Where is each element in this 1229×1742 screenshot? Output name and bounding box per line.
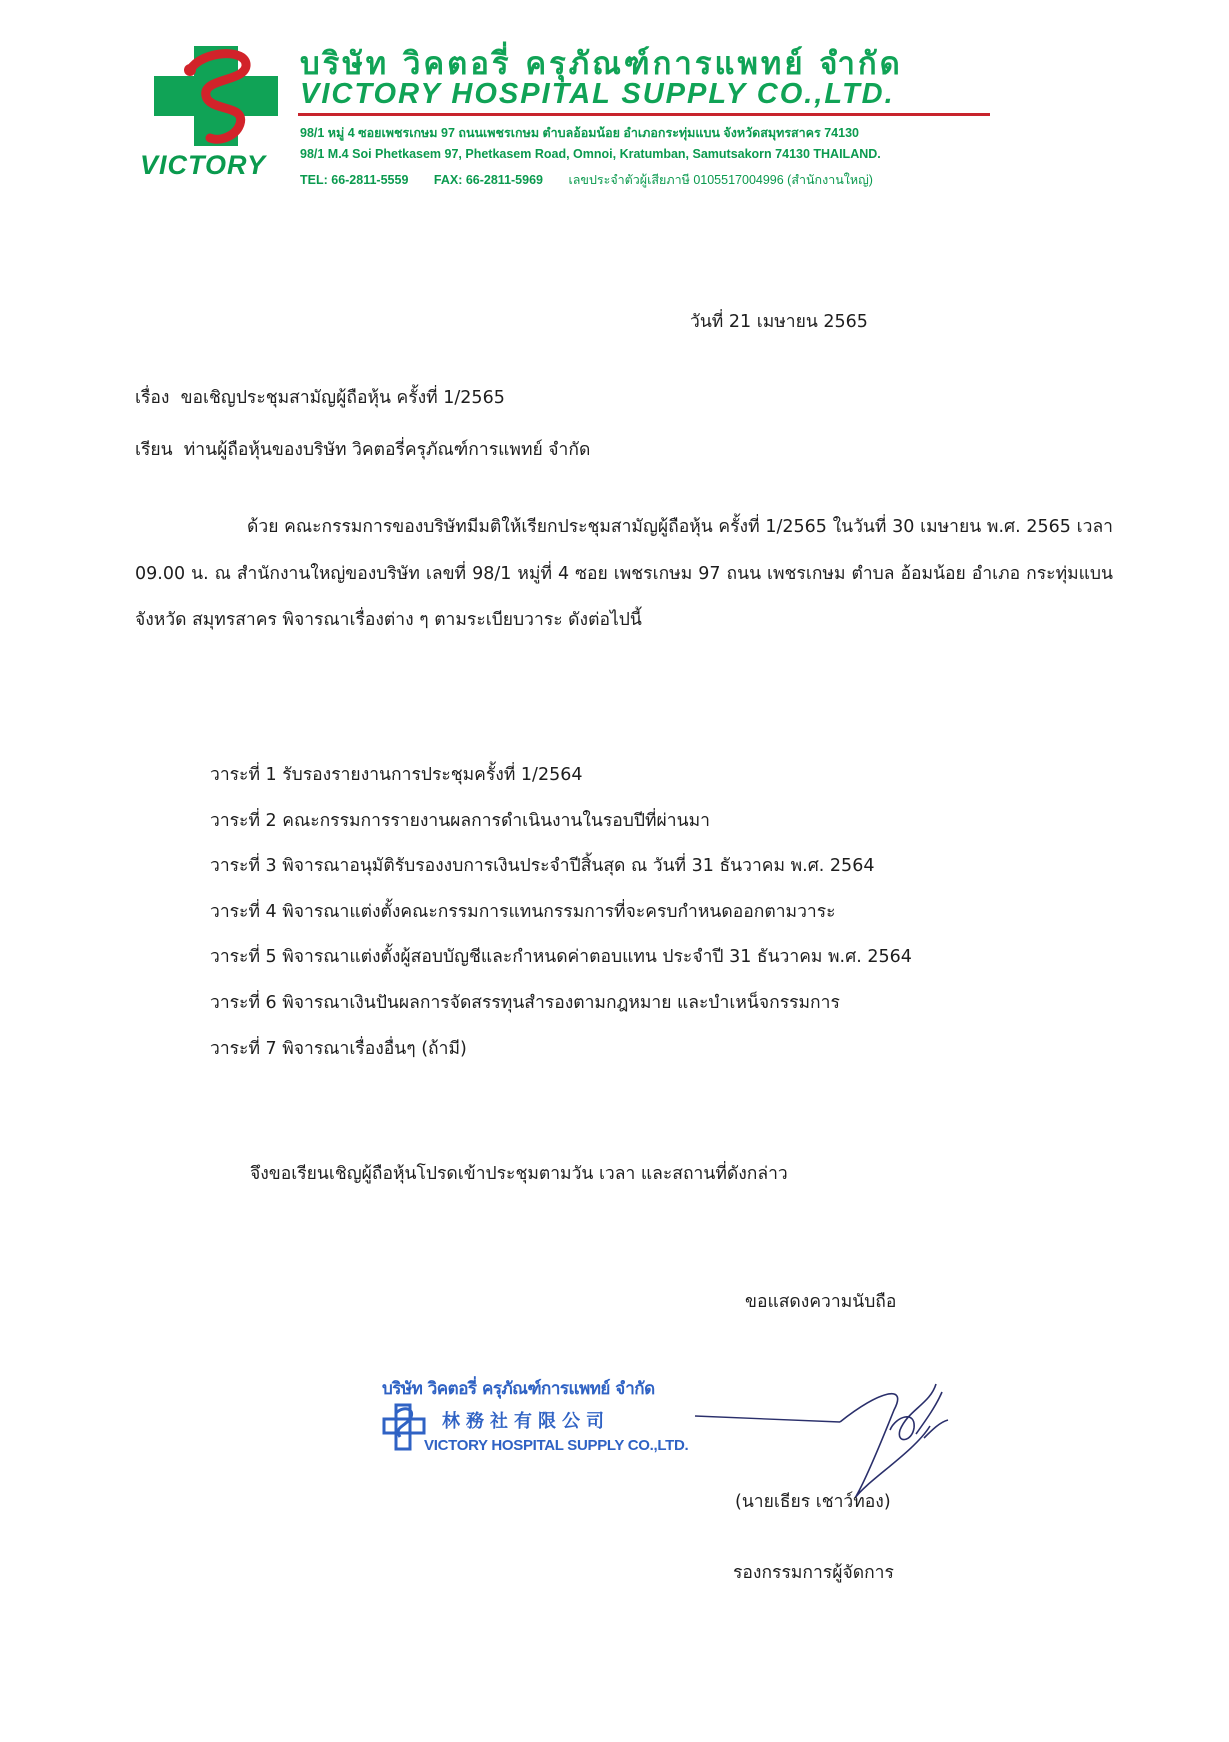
stamp-logo-icon bbox=[382, 1403, 426, 1451]
agenda-item: วาระที่ 2 คณะกรรมการรายงานผลการดำเนินงานในรอบปีที่ผ่านมา bbox=[210, 810, 710, 831]
agenda-item: วาระที่ 7 พิจารณาเรื่องอื่นๆ (ถ้ามี) bbox=[210, 1038, 467, 1059]
letterhead-divider bbox=[298, 113, 990, 116]
company-logo-icon bbox=[150, 42, 290, 152]
agenda-item: วาระที่ 5 พิจารณาแต่งตั้งผู้สอบบัญชีและกำหนดค่าตอบแทน ประจำปี 31 ธันวาคม พ.ศ. 2564 bbox=[210, 947, 912, 968]
signer-name: (นายเธียร เชาว์ทอง) bbox=[735, 1492, 891, 1512]
subject-text: ขอเชิญประชุมสามัญผู้ถือหุ้น ครั้งที่ 1/2565 bbox=[180, 388, 505, 408]
address-english: 98/1 M.4 Soi Phetkasem 97, Phetkasem Road, Omnoi, Kratumban, Samutsakorn 74130 THAILAND. bbox=[300, 147, 881, 161]
stamp-line-chinese: 林務社有限公司 bbox=[442, 1411, 610, 1432]
telephone: TEL: 66-2811-5559 bbox=[300, 173, 409, 187]
salutation-label: เรียน bbox=[135, 440, 173, 460]
stamp-line-thai: บริษัท วิคตอรี่ ครุภัณฑ์การแพทย์ จำกัด bbox=[382, 1379, 655, 1399]
company-name-thai: บริษัท วิคตอรี่ ครุภัณฑ์การแพทย์ จำกัด bbox=[300, 46, 903, 82]
contact-line bbox=[300, 170, 895, 190]
agenda-list bbox=[210, 761, 912, 1080]
subject-line bbox=[135, 383, 505, 411]
stamp-line-english: VICTORY HOSPITAL SUPPLY CO.,LTD. bbox=[424, 1437, 689, 1454]
tax-id: เลขประจำตัวผู้เสียภาษี 0105517004996 (สำนักงานใหญ่) bbox=[568, 173, 873, 187]
subject-label: เรื่อง bbox=[135, 388, 170, 408]
company-name-english: VICTORY HOSPITAL SUPPLY CO.,LTD. bbox=[300, 78, 895, 110]
agenda-item: วาระที่ 3 พิจารณาอนุมัติรับรองงบการเงินประจำปีสิ้นสุด ณ วันที่ 31 ธันวาคม พ.ศ. 2564 bbox=[210, 856, 875, 877]
agenda-item: วาระที่ 4 พิจารณาแต่งตั้งคณะกรรมการแทนกรรมการที่จะครบกำหนดออกตามวาระ bbox=[210, 901, 836, 922]
agenda-item: วาระที่ 6 พิจารณาเงินปันผลการจัดสรรทุนสำรองตามกฎหมาย และบำเหน็จกรรมการ bbox=[210, 992, 840, 1013]
complimentary-close: ขอแสดงความนับถือ bbox=[745, 1292, 897, 1312]
logo-wordmark: VICTORY bbox=[140, 150, 267, 180]
signer-position: รองกรรมการผู้จัดการ bbox=[733, 1563, 894, 1583]
company-stamp bbox=[382, 1367, 689, 1463]
salutation-text: ท่านผู้ถือหุ้นของบริษัท วิคตอรี่ครุภัณฑ์การแพทย์ จำกัด bbox=[183, 440, 591, 460]
agenda-item: วาระที่ 1 รับรองรายงานการประชุมครั้งที่ 1/2564 bbox=[210, 765, 583, 785]
closing-request: จึงขอเรียนเชิญผู้ถือหุ้นโปรดเข้าประชุมตามวัน เวลา และสถานที่ดังกล่าว bbox=[250, 1164, 788, 1184]
address-thai: 98/1 หมู่ 4 ซอยเพชรเกษม 97 ถนนเพชรเกษม ตำบลอ้อมน้อย อำเภอกระทุ่มแบน จังหวัดสมุทรสาคร 74130 bbox=[300, 126, 859, 140]
fax: FAX: 66-2811-5969 bbox=[433, 173, 543, 187]
salutation-line bbox=[135, 435, 590, 463]
body-paragraph: ด้วย คณะกรรมการของบริษัทมีมติให้เรียกประชุมสามัญผู้ถือหุ้น ครั้งที่ 1/2565 ในวันที่ 30 เมษายน พ.ศ. 2565 เวลา 09.00 น. ณ สำนักงานใหญ่ของบริษัท เลขที่ 98/1 หมู่ที่ 4 ซอย เพชรเกษม 97 ถนน เพชรเกษม ตำบล อ้อมน้อย อำเภอ กระทุ่มแบน จังหวัด สมุทรสาคร พิจารณาเรื่องต่าง ๆ ตามระเบียบวาระ ดังต่อไปนี้ bbox=[135, 517, 1113, 630]
letter-date: วันที่ 21 เมษายน 2565 bbox=[690, 312, 868, 332]
